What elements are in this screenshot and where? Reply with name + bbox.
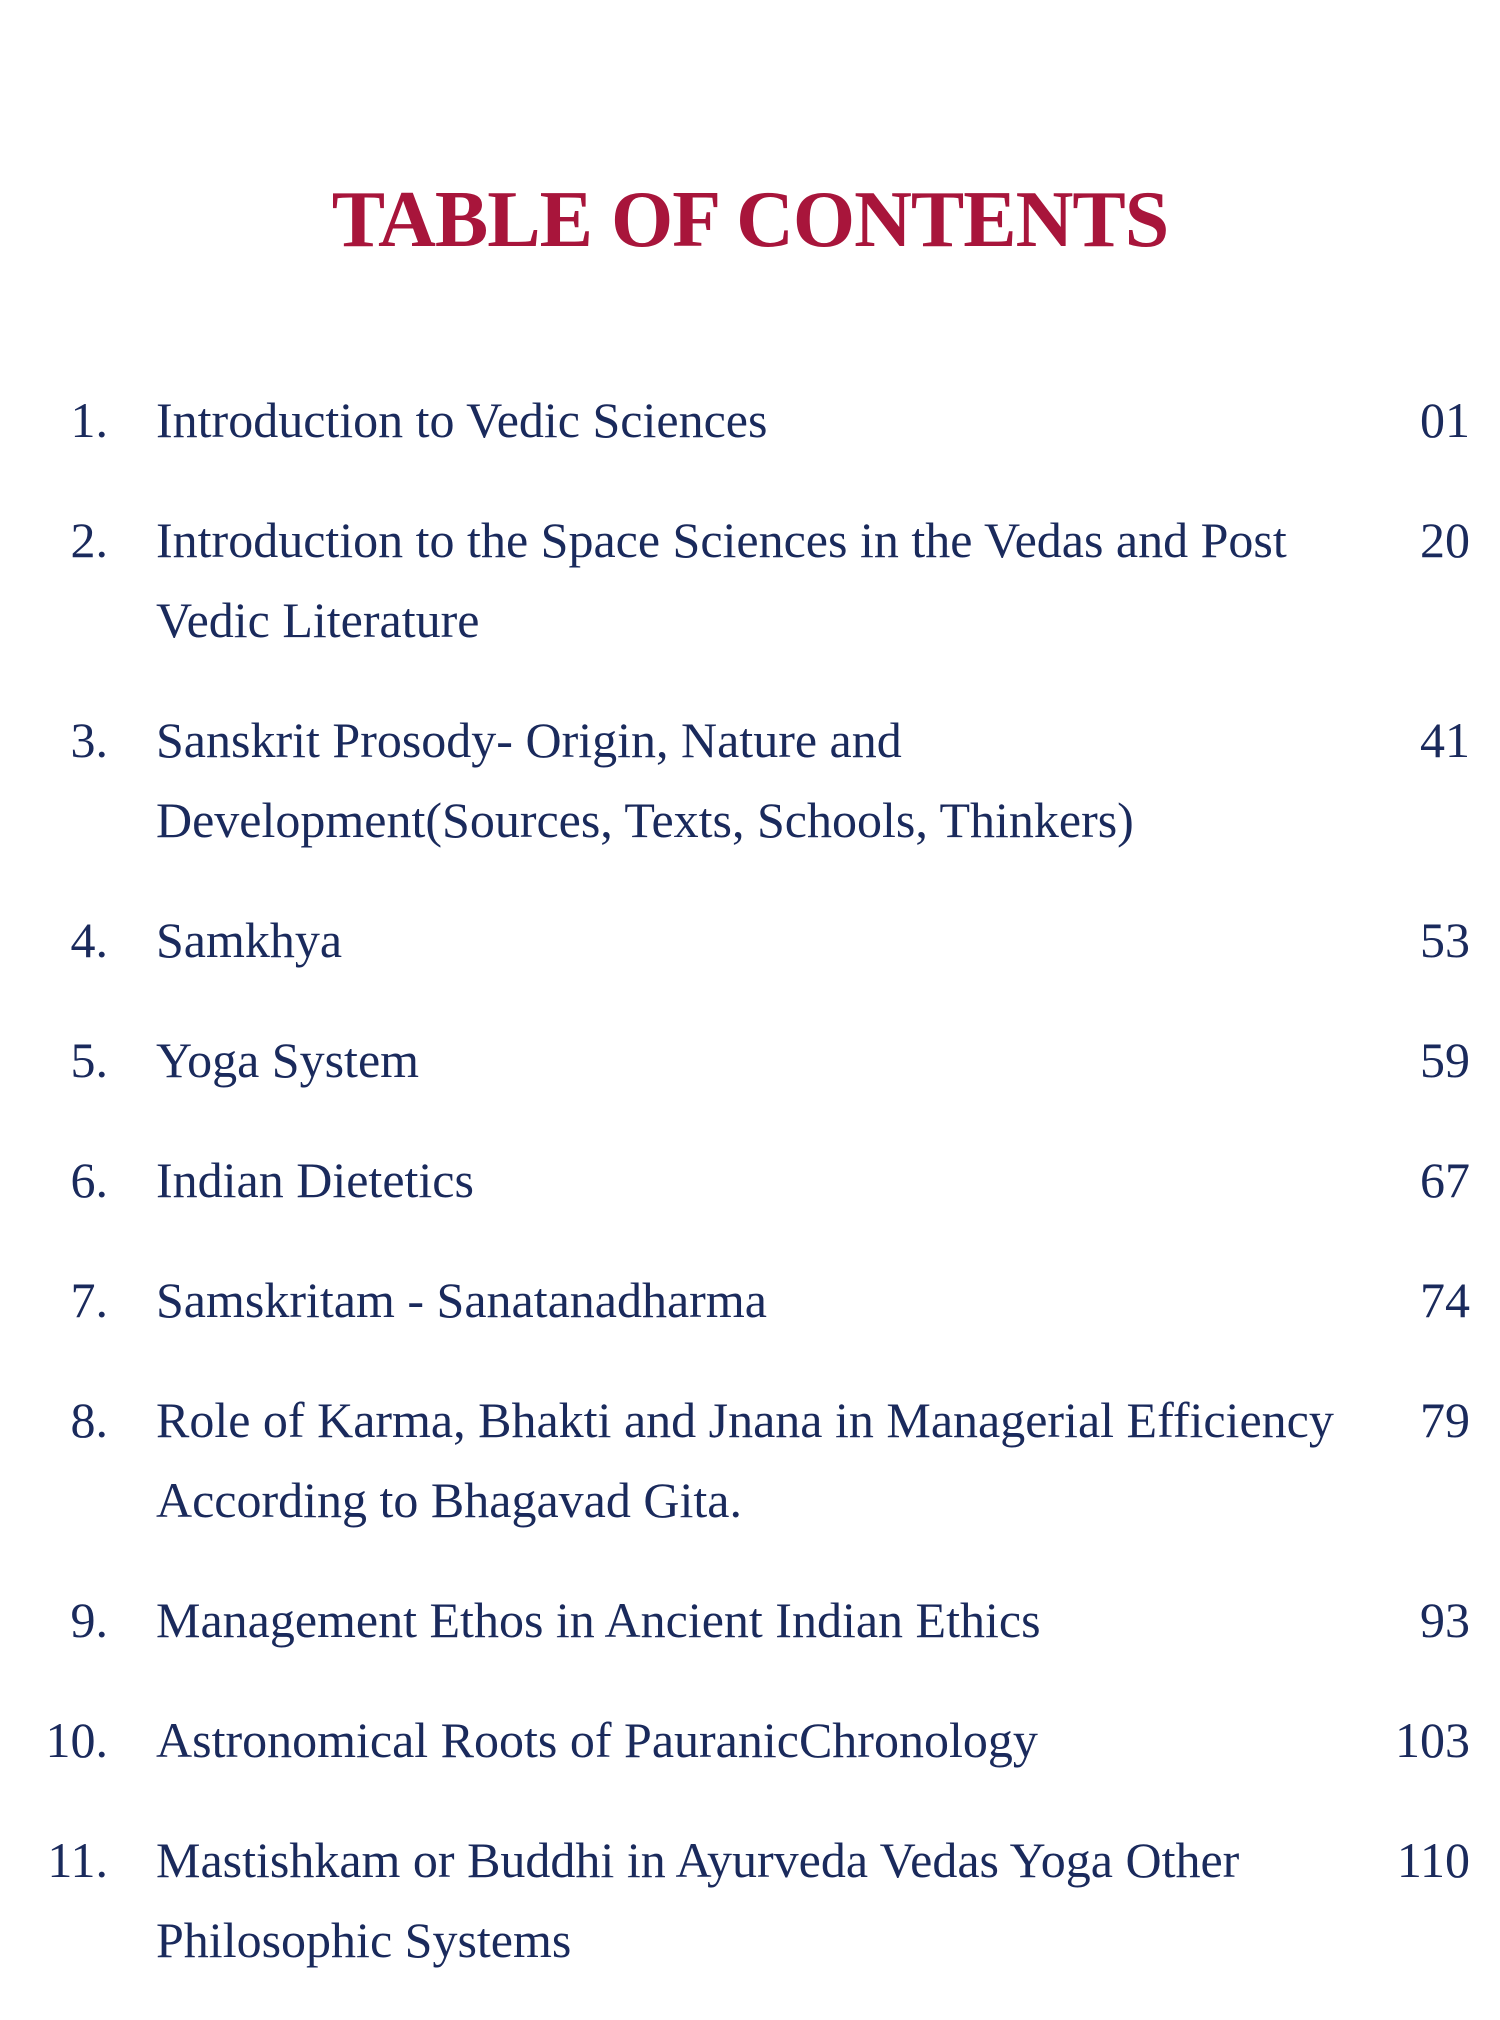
entry-number: 3. [70,712,108,768]
entry-title: Role of Karma, Bhakti and Jnana in Managerial Efficiency According to Bhagavad Gita. [156,1392,1334,1528]
entry-title: Samkhya [156,912,343,968]
entry-page-number: 110 [1396,1832,1470,1888]
entry-number: 7. [70,1272,108,1328]
toc-entry [0,1140,1500,1220]
entry-title: Yoga System [156,1032,420,1088]
entry-page-number: 41 [1420,712,1470,768]
entry-title: Sanskrit Prosody- Origin, Nature and Development(Sources, Texts, Schools, Thinkers) [156,712,1134,848]
entry-number: 5. [70,1032,108,1088]
entry-number: 11. [47,1832,108,1888]
entry-number: 9. [70,1592,108,1648]
entry-title: Astronomical Roots of PauranicChronology [156,1712,1038,1768]
toc-entry [0,900,1500,980]
toc-entry [0,1820,1500,1980]
toc-entry [0,1020,1500,1100]
entry-number: 6. [70,1152,108,1208]
entry-number: 8. [70,1392,108,1448]
entry-page-number: 74 [1420,1272,1470,1328]
entry-page-number: 93 [1420,1592,1470,1648]
entry-title: Indian Dietetics [156,1152,474,1208]
entry-page-number: 20 [1420,512,1470,568]
page-title: TABLE OF CONTENTS [331,176,1169,264]
toc-entry [0,700,1500,860]
entry-page-number: 79 [1420,1392,1470,1448]
toc-entry [0,1380,1500,1540]
toc-entry [0,1580,1500,1660]
entry-page-number: 53 [1420,912,1470,968]
entry-title: Samskritam - Sanatanadharma [156,1272,767,1328]
toc-entry [0,1700,1500,1780]
entry-page-number: 103 [1395,1712,1470,1768]
toc-entry [0,1260,1500,1340]
toc-entry [0,500,1500,660]
entry-number: 1. [70,392,108,448]
entry-number: 10. [45,1712,108,1768]
toc-entry [0,380,1500,460]
entry-title: Introduction to the Space Sciences in the Vedas and Post Vedic Literature [156,512,1287,648]
entry-page-number: 59 [1420,1032,1470,1088]
entry-title: Mastishkam or Buddhi in Ayurveda Vedas Yoga Other Philosophic Systems [156,1832,1240,1968]
entry-title: Introduction to Vedic Sciences [156,392,768,448]
entry-title: Management Ethos in Ancient Indian Ethics [156,1592,1041,1648]
entry-page-number: 67 [1420,1152,1470,1208]
entry-number: 2. [70,512,108,568]
toc-list [0,380,1500,2020]
entry-page-number: 01 [1420,392,1470,448]
entry-number: 4. [70,912,108,968]
